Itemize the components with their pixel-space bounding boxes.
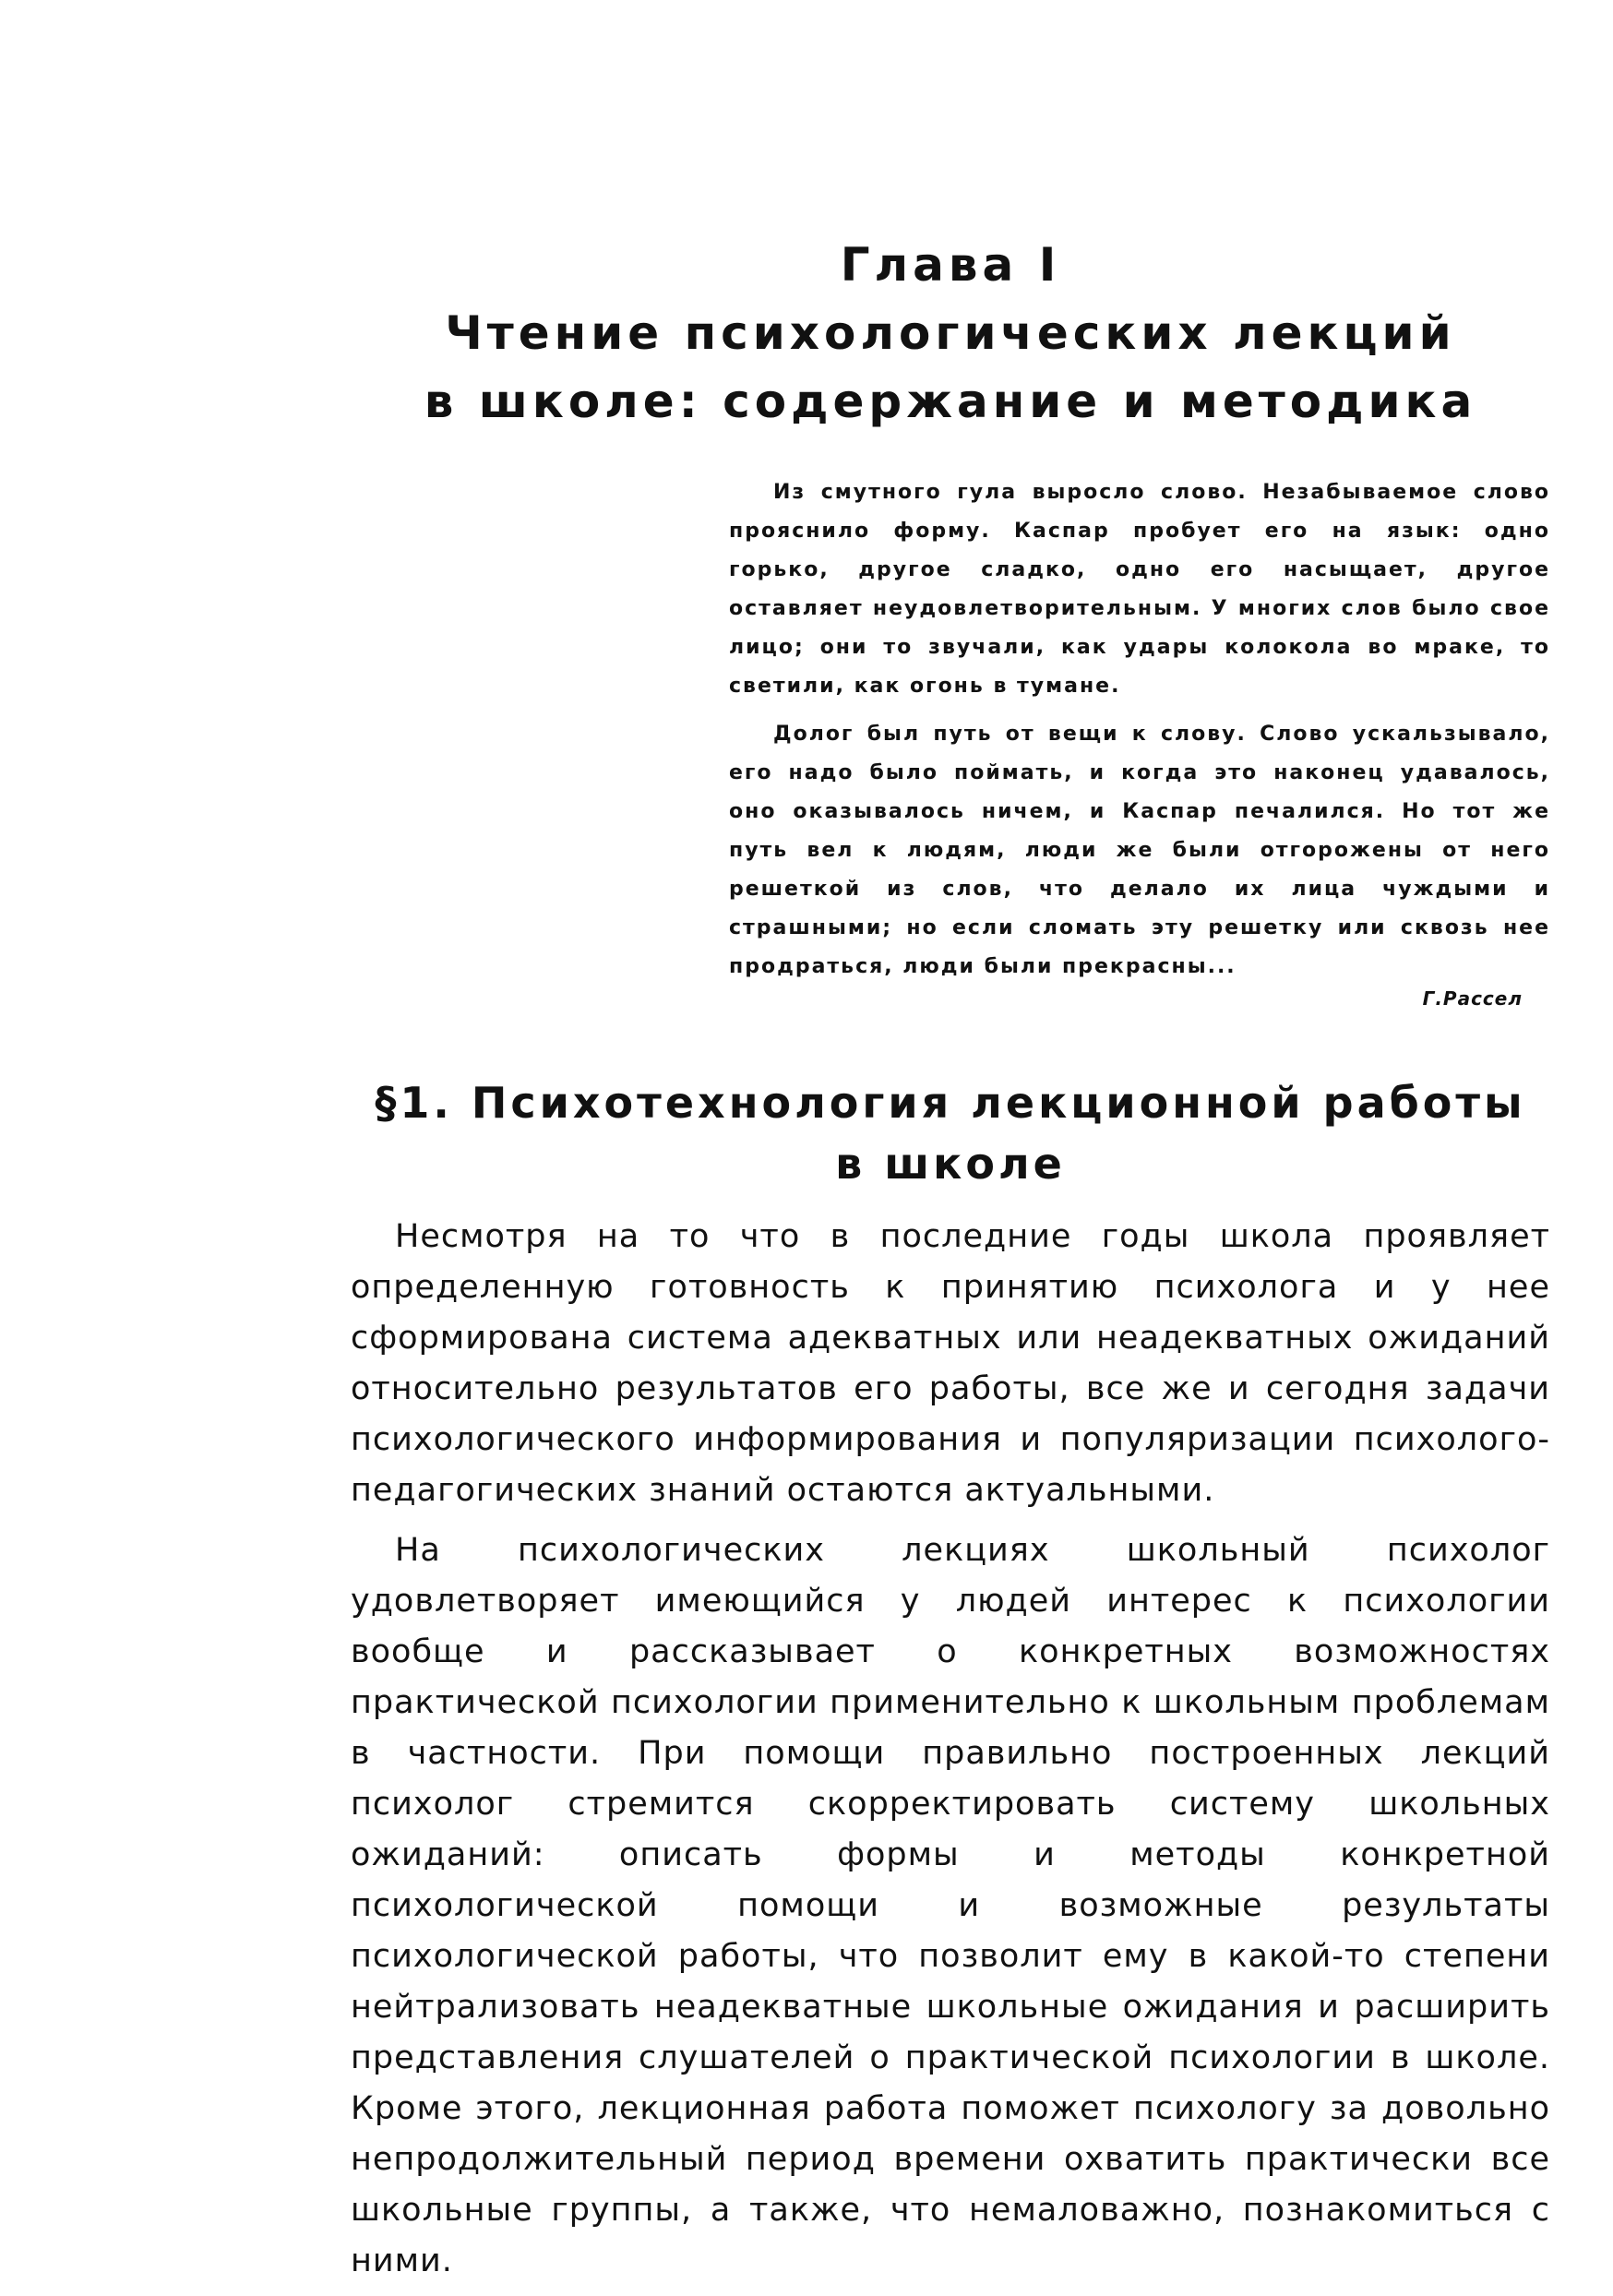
epigraph-paragraph-1: Из смутного гула выросло слово. Незабываемое слово прояснило форму. Каспар пробует его на язык: одно горько, другое сладко, одно его насыщает, другое оставляет неудовлетворительным. У многих слов было свое лицо; они то звучали, как удары колокола во мраке, то светили, как огонь в тумане. [729, 481, 1550, 698]
section-heading [351, 1072, 1550, 1194]
section-title-line-2: в школе [835, 1139, 1066, 1189]
section-title-line-1: §1. Психотехнология лекционной работы [375, 1078, 1526, 1128]
body-paragraph-1: Несмотря на то что в последние годы школа проявляет определенную готовность к принятию психолога и у нее сформирована система адекватных или неадекватных ожиданий относительно результатов его работы, все же и сегодня задачи психологического информирования и популяризации психолого-педагогических знаний остаются актуальными. [351, 1218, 1550, 1509]
chapter-title-line-2: в школе: содержание и методика [424, 375, 1477, 428]
body-text [351, 1212, 1550, 2296]
chapter-title-line-1: Чтение психологических лекций [445, 306, 1456, 360]
epigraph-paragraph-2: Долог был путь от вещи к слову. Слово ускальзывало, его надо было поймать, и когда это наконец удавалось, оно оказывалось ничем, и Каспар печалился. Но тот же путь вел к людям, люди же были отгорожены от него решеткой из слов, что делало их лица чуждыми и страшными; но если сломать эту решетку или сквозь нее продраться, люди были прекрасны... [729, 723, 1550, 978]
epigraph-author: Г.Рассел [1422, 987, 1523, 1010]
chapter-number: Глава I [840, 238, 1061, 292]
body-paragraph-2: На психологических лекциях школьный психолог удовлетворяет имеющийся у людей интерес к психологии вообще и рассказывает о конкретных возможностях практической психологии применительно к школьным проблемам в частности. При помощи правильно построенных лекций психолог стремится скорректировать систему школьных ожиданий: описать формы и методы конкретной психологической помощи и возможные результаты психологической работы, что позволит ему в какой-то степени нейтрализовать неадекватные школьные ожидания и расширить представления слушателей о практической психологии в школе. Кроме этого, лекционная работа поможет психологу за довольно непродолжительный период времени охватить практически все школьные группы, а также, что немаловажно, познакомиться с ними. [351, 1532, 1550, 2279]
chapter-heading [351, 231, 1550, 436]
epigraph [729, 473, 1550, 996]
